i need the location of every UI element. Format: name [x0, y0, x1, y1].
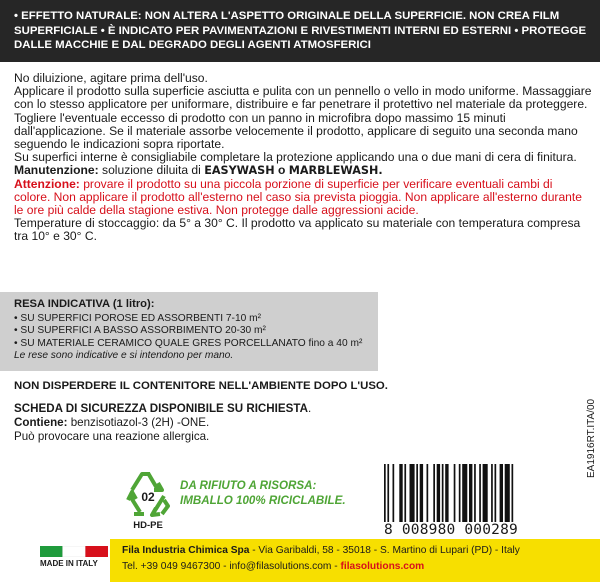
warning-line: [14, 178, 592, 218]
top-banner: [0, 0, 600, 62]
barcode-bar: [454, 464, 456, 524]
barcode-bar: [469, 464, 472, 524]
yield-title: RESA INDICATIVA (1 litro):: [14, 298, 155, 310]
barcode-bar: [437, 464, 440, 524]
banner-text: • EFFETTO NATURALE: NON ALTERA L'ASPETTO ORIGINALE DELLA SUPERFICIE. NON CREA FILM SUPERFICIALE • È INDICATO PER PAVIMENTAZIONI E RIVESTIMENTI INTERNI ED ESTERNI • PROTEGGE DALLE MACCHIE E DAL DEGRADO DEGLI AGENTI ATMOSFERICI: [14, 10, 587, 52]
allergy-text: Può provocare una reazione allergica.: [14, 430, 210, 443]
contact-line: [122, 561, 424, 572]
yield-list: [14, 313, 362, 350]
safety-info: [14, 402, 554, 444]
contains-line: [14, 416, 554, 430]
maintenance-text: soluzione diluita di: [98, 163, 205, 178]
maintenance-or: o: [274, 163, 289, 178]
recycle-icon: [124, 470, 172, 530]
label-code-text: EA1916RT.ITA/00: [586, 398, 597, 478]
contains-label: Contiene:: [14, 416, 68, 429]
recycle-line-1: DA RIFIUTO A RISORSA:: [180, 479, 317, 492]
company-name: Fila Industria Chimica Spa: [122, 545, 250, 556]
instructions: [14, 72, 592, 244]
interior-text: Su superfici interne è consigliabile completare la protezione applicando una o due mani di cera di finitura.: [14, 150, 577, 165]
recycle-line-2: IMBALLO 100% RICICLABILE.: [180, 494, 346, 507]
application-text: Applicare il prodotto sulla superficie asciutta e pulita con un pennello o vello in modo uniforme. Massaggiare con lo stesso applicatore per uniformare, distribuire e far penetrare il protettivo nel materiale da proteggere. Togliere l'eventuale eccesso di prodotto con un panno in microfibra dopo massimo 15 minuti dall'applicazione. Se il materiale assorbe velocemente il prodotto, applicare di seguito una seconda mano seguendo le indicazioni sopra riportate.: [14, 84, 592, 152]
warning-label: Attenzione:: [14, 176, 80, 191]
company-bar: [110, 539, 600, 582]
barcode-bar: [500, 464, 503, 524]
barcode-bar: [491, 464, 493, 524]
barcode-bar: [462, 464, 467, 524]
barcode-bar: [416, 464, 418, 524]
recycle-message: [180, 478, 346, 508]
made-in-italy: MADE IN ITALY: [40, 559, 98, 568]
recycle-material: HD-PE: [133, 520, 163, 530]
recycle-code: 02: [141, 490, 155, 504]
barcode-bar: [442, 464, 444, 524]
barcode-bar: [505, 464, 510, 524]
safety-sheet-text: SCHEDA DI SICUREZZA DISPONIBILE SU RICHIESTA: [14, 402, 308, 415]
contact-text: Tel. +39 049 9467300 - info@filasolutions.com -: [122, 561, 341, 572]
warning-text: provare il prodotto su una piccola porzione di superficie per verificare eventuali cambi di colore. Non applicare il prodotto all'esterno nel caso sia prevista pioggia. Non applicare all'esterno durante le ore più calde della stagione estiva. Non protegge dalle aggressioni acide.: [14, 176, 582, 218]
yield-item: • SU SUPERFICI POROSE ED ASSORBENTI 7-10 m²: [14, 313, 362, 325]
safety-sheet-end: .: [307, 402, 312, 415]
yield-box: [0, 292, 378, 371]
barcode-bar: [393, 464, 395, 524]
barcode-bar: [410, 464, 415, 524]
barcode-bar: [433, 464, 435, 524]
footer: [0, 538, 600, 582]
barcode-bar: [404, 464, 406, 524]
italian-flag-icon: [40, 546, 108, 557]
contains-text: benzisotiazol-3 (2H) -ONE.: [67, 416, 210, 429]
yield-item: • SU SUPERFICI A BASSO ASSORBIMENTO 20-30 m²: [14, 325, 362, 337]
yield-item: • SU MATERIALE CERAMICO QUALE GRES PORCELLANATO fino a 40 m²: [14, 338, 362, 350]
website-link[interactable]: filasolutions.com: [340, 561, 425, 572]
barcode-bar: [479, 464, 481, 524]
storage-text: Temperature di stoccaggio: da 5° a 30° C. Il prodotto va applicato su materiale con temperatura compresa tra 10° e 30° C.: [14, 216, 581, 244]
barcode-bar: [483, 464, 488, 524]
barcode-bar: [495, 464, 497, 524]
barcode-bar: [459, 464, 461, 524]
dilution-text: No diluizione, agitare prima dell'uso.: [14, 71, 208, 85]
company-address: - Via Garibaldi, 58 - 35018 - S. Martino di Lupari (PD) - Italy: [249, 545, 520, 556]
brand-easywash: EASYWASH: [204, 164, 275, 178]
barcode-bar: [420, 464, 423, 524]
barcode-bar: [427, 464, 429, 524]
barcode-digits: 8 008980 000289: [384, 522, 584, 538]
disposal-notice: NON DISPERDERE IL CONTENITORE NELL'AMBIENTE DOPO L'USO.: [14, 380, 388, 392]
barcode-bar: [399, 464, 402, 524]
barcode-bar: [474, 464, 476, 524]
maintenance-label: Manutenzione:: [14, 163, 99, 178]
yield-note: Le rese sono indicative e si intendono per mano.: [14, 350, 234, 361]
safety-sheet-line: [14, 402, 554, 416]
brand-marblewash: MARBLEWASH.: [288, 164, 383, 178]
company-line: [122, 545, 520, 556]
